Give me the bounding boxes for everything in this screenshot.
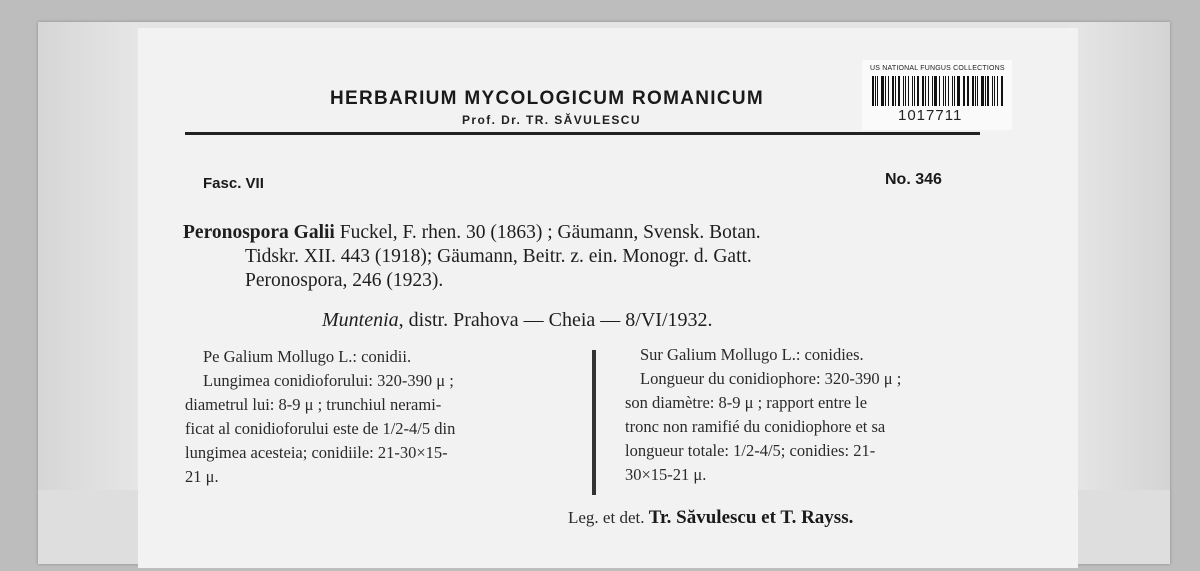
french-line: Sur Galium Mollugo L.: conidies. <box>640 345 864 364</box>
barcode-caption: US NATIONAL FUNGUS COLLECTIONS <box>870 65 1005 72</box>
citation-line-2: Tidskr. XII. 443 (1918); Gäumann, Beitr. z. ein. Monogr. d. Gatt. <box>245 246 752 267</box>
french-line: longueur totale: 1/2-4/5; conidies: 21- <box>625 441 876 460</box>
herbarium-title: HERBARIUM MYCOLOGICUM ROMANICUM <box>330 88 764 109</box>
species-citation <box>183 221 1013 293</box>
herbarium-subtitle: Prof. Dr. TR. SĂVULESCU <box>462 113 641 127</box>
locality <box>322 309 713 332</box>
envelope-right-flap <box>1070 22 1170 564</box>
header-rule <box>185 132 980 135</box>
romanian-line: Lungimea conidioforului: 320-390 μ ; <box>203 371 454 390</box>
envelope-left-flap <box>38 22 138 564</box>
specimen-number: No. 346 <box>885 171 942 188</box>
romanian-line: ficat al conidioforului este de 1/2-4/5 din <box>185 419 456 438</box>
barcode-icon <box>872 76 1004 106</box>
fascicle: Fasc. VII <box>203 175 264 192</box>
romanian-line: Pe Galium Mollugo L.: conidii. <box>203 347 412 366</box>
romanian-description <box>185 345 575 489</box>
french-line: tronc non ramifié du conidiophore et sa <box>625 417 886 436</box>
barcode-number: 1017711 <box>898 107 963 124</box>
french-line: son diamètre: 8-9 μ ; rapport entre le <box>625 393 868 412</box>
french-line: 30×15-21 μ. <box>625 465 707 484</box>
french-description <box>625 343 1010 487</box>
romanian-line: diametrul lui: 8-9 μ ; trunchiul nerami- <box>185 395 442 414</box>
french-line: Longueur du conidiophore: 320-390 μ ; <box>640 369 902 388</box>
locality-details: , distr. Prahova — Cheia — 8/VI/1932. <box>398 309 713 331</box>
citation-line-3: Peronospora, 246 (1923). <box>245 270 444 291</box>
romanian-line: lungimea acesteia; conidiile: 21-30×15- <box>185 443 448 462</box>
collectors-names: Tr. Săvulescu et T. Rayss. <box>648 507 854 528</box>
collectors <box>568 507 853 529</box>
romanian-line: 21 μ. <box>185 467 219 486</box>
collectors-prefix: Leg. et det. <box>568 508 649 527</box>
column-divider <box>592 350 596 495</box>
species-name: Peronospora Galii <box>183 222 335 243</box>
locality-region: Muntenia <box>322 309 399 331</box>
citation-line-1: Fuckel, F. rhen. 30 (1863) ; Gäumann, Svensk. Botan. <box>334 222 761 243</box>
